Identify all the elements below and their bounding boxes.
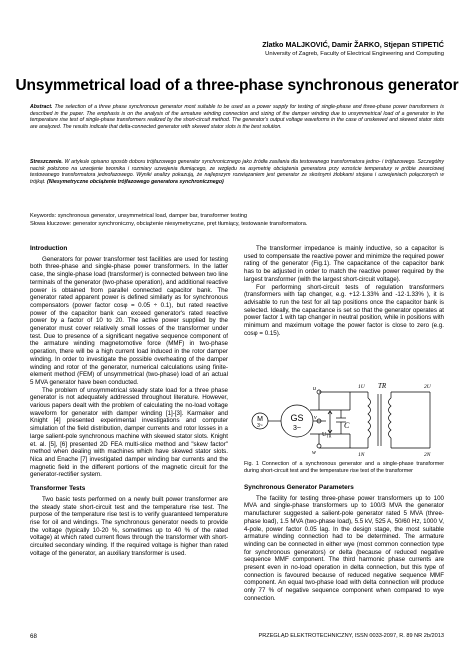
keywords-en-label: Keywords: [30, 213, 57, 219]
keywords-pl-text: generator synchroniczny, obciążenie niesymetryczne, pręt tłumiący, testowanie transformatora. [72, 221, 308, 227]
utr-label: $U_{TR}$ [322, 432, 332, 439]
terminal-1u-label: 1U [358, 384, 365, 390]
keywords-en [30, 213, 444, 220]
streszczenie [30, 159, 444, 185]
transformer-label: TR [378, 382, 387, 390]
sgp-heading: Synchronous Generator Parameters [244, 484, 354, 491]
generator-label: GS [290, 413, 304, 423]
intro-paragraph-1: Generators for power transformer test facilities are used for testing both three-phase and single-phase power transformers. In the latter case, the single-phase load (transformer) is connected between two line terminals of the generator (two-phase operation), and additional reactive power is obtained from parallel connected capacitor bank. The generator rated apparent power is defined similarly as for synchronous compensators (power factor cosφ = 0.05 ÷ 0.1), but rated reactive power of the capacitor bank can exceed generator's rated reactive power by a factor of 10 to 20. The active power supplied by the generator must cover relatively small losses of the transformer under test. Due to presence of a significant negative sequence component of the armature winding magnetomotive force (MMF) in two-phase operation, there will be a high current load induced in the rotor damper winding. In order to investigate the possible overheating of the damper winding and rotor of the generator, numerical calculations using finite-element method (FEM) of unsymmetrical (two-phase) load of an actual 5 MVA generator have been conducted. [30, 255, 228, 386]
motor-phase-label: 3~ [257, 423, 263, 429]
streszczenie-label: Streszczenie. [30, 159, 63, 165]
capacitor-label: C [344, 421, 350, 430]
generator-phase-label: 3~ [293, 425, 301, 432]
abstract-text: The selection of a three phase synchronous generator most suitable to be used as a power supply for testing of single-phase and three-phase power transformers is described in the paper. The emphasis is on the analysis of the armature winding connection and sizing of the damper winding due to unsymmetrical load of a generator in the temperature rise test of single-phase transformers realized by the short-circuit method. The generator's output voltage waveforms in the case of unskewed and skewed stator slots are analyzed. The results indicate that delta-connected generator with skewed stator slots is the best solution. [30, 104, 444, 130]
right-paragraph-1: The transformer impedance is mainly inductive, so a capacitor is used to compensate the reactive power and minimize the required power rating of the generator (Fig.1). The capacitance of the capacitor bank has to be adjusted in order to match the reactive power required by the largest transformer (with the largest short-circuit voltage). [244, 245, 444, 283]
intro-paragraph-2: The problem of unsymmetrical steady state load for a three phase generator is not adequately addressed throughout literature. However, various papers dealt with the problem of calculating the no-load voltage waveform for generator with damper winding [1]-[3]. Karmaker and Knight [4] presented experimental investigations and computer simulation of the field distribution, damper currents and rotor losses in a large salient-pole synchronous machine with skewed stator slots. Knight et. al. [5], [6] presented 2D FEA multi-slice method and "skew factor" method when dealing with machines which have skewed stator slots. Nica and Enache [7] investigated damper winding bar currents and the magnetic field in the different portions of the magnetic circuit for the generator-rectifier system. [30, 386, 228, 479]
right-column-top [244, 245, 444, 337]
motor-label: M [257, 416, 263, 423]
terminal-2n-label: 2N [424, 452, 431, 458]
keywords-pl-label: Słowa kluczowe: [30, 221, 72, 227]
circuit-diagram [244, 376, 444, 458]
page-number: 68 [30, 633, 37, 640]
journal-footer: PRZEGLĄD ELEKTROTECHNICZNY, ISSN 0033-2097, R. 89 NR 2b/2013 [258, 633, 444, 639]
terminal-u-label: u [313, 386, 316, 392]
introduction-heading: Introduction [30, 245, 68, 252]
keywords-pl [30, 221, 444, 228]
terminal-v-label: v [314, 415, 317, 421]
authors: Zlatko MALJKOVIĆ, Damir ŽARKO, Stjepan STIPETIĆ [262, 40, 444, 49]
right-paragraph-2: For performing short-circuit tests of regulation transformers (transformers with tap changer, e.g. +12·1.33% and -12·1.33% ), it is advisable to run the test for all tap positions once the capacitor bank is selected. Ideally, the capacitance is set so that the generator operates at power factor 1 with tap changer in neutral position, while in positions with minimum and maximum voltage the power factor is close to zero (e.g. cosφ = 0.15). [244, 283, 444, 337]
keywords-en-text: synchronous generator, unsymmetrical load, damper bar, transformer testing [57, 213, 248, 219]
streszczenie-title-pl: (Niesymetryczne obciążenie trójfazowego generatora synchronicznego) [47, 178, 224, 185]
transformer-tests-heading: Transformer Tests [30, 485, 86, 493]
right-column-bottom [244, 484, 444, 603]
terminal-w-label: w [312, 450, 317, 456]
left-column [30, 245, 228, 557]
terminal-1n-label: 1N [358, 452, 365, 458]
sgp-paragraph: The facility for testing three-phase power transformers up to 100 MVA and single-phase transformers up to 100/3 MVA the generator manufacturer suggested a salient-pole generator rated 5 MVA (three-phase load), 1.5 MVA (two-phase load), 5.5 kV, 525 A, 50/60 Hz, 1000 V, 4-pole, power factor 0.05 lag. In the design stage, the most suitable armature winding connection had to be determined. The armature winding can be connected in either wye (most common connection type for synchronous generators) or delta (because of reduced negative sequence MMF component. The third harmonic phase currents are present even in no-load operation in delta connection, but this type of connection is favoured because of reduced negative sequence MMF component. An equal two-phase load with delta connection will produce only 77 % of negative sequence component when compared to wye connection. [244, 494, 444, 602]
terminal-2u-label: 2U [424, 384, 431, 390]
paper-title: Unsymmetrical load of a three-phase synchronous generator [15, 77, 459, 94]
abstract-label: Abstract. [30, 104, 53, 110]
transformer-tests-paragraph: Two basic tests performed on a newly built power transformer are the steady state short-circuit test and the temperature rise test. The purpose of the temperature rise test is to verify guaranteed temperature rise for oil and windings. The synchronous generator needs to provide the voltage (typically 10-20 %, sometimes up to 40 % of the rated voltage) at which rated current flows through the transformer with short-circuited secondary winding. If the required voltage is higher than rated voltage of the generator, an auxiliary transformer is used. [30, 495, 228, 557]
abstract [30, 104, 444, 130]
streszczenie-text: W artykule opisano sposób doboru trójfazowego generator synchronicznego jako źródła zasilania dla testowanego transformatora jedno- i trójfazowego. Szczególny nacisk położono na uzwojenie twornika i rozmiary uzwojenia tłumiącego, ze względu na asymetrię obciążenia generatora przy wzroście temperatury w próbie zwarciowej testowanego transformatora jednofazowego. Wyniki analizy pokazują, że najlepszym rozwiązaniem jest generator ze skośnymi żłobkami stojana i uzwojeniach połączonych w trójkąt. [30, 159, 444, 185]
affiliation: University of Zagreb, Faculty of Electrical Engineering and Computing [265, 51, 444, 57]
figure-caption: Fig. 1 Connection of a synchronous generator and a single-phase transformer during short-circuit test and the temperature rise test of the transformer [244, 461, 444, 474]
